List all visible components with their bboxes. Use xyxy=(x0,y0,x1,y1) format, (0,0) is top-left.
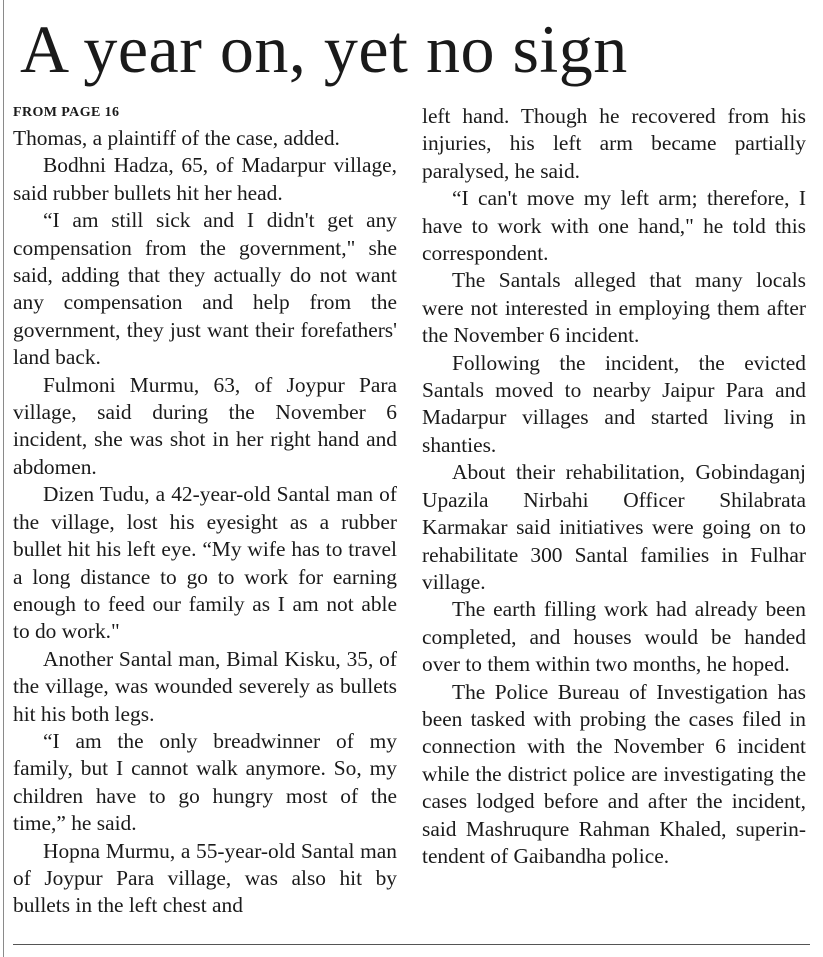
column-left xyxy=(13,103,397,920)
paragraph: Bodhni Hadza, 65, of Madarpur village, said rubber bullets hit her head. xyxy=(13,153,397,205)
paragraph: Fulmoni Murmu, 63, of Joypur Para village, said during the November 6 incident, she was shot in her right hand and abdomen. xyxy=(13,372,397,479)
column-right xyxy=(422,103,806,920)
paragraph: Dizen Tudu, a 42-year-old Santal man of the village, lost his eyesight as a rubber bullet hit his left eye. “My wife has to travel a long distance to go to work for earning enough to feed our family as I am not able to do work." xyxy=(13,482,397,644)
headline: A year on, yet no sign xyxy=(20,11,628,87)
paragraph: “I am the only breadwinner of my family, but I cannot walk anymore. So, my children have to go hungry most of the time,” he said. xyxy=(13,728,397,836)
article-body xyxy=(13,103,806,920)
paragraph: The Police Bureau of Investigation has been tasked with probing the cases filed in connection with the November 6 incident while the district police are investigating the cases lodged before and after the incident, said Mashruqure Rahman Khaled, superintendent of Gaibandha police. xyxy=(422,679,806,868)
paragraph: Thomas, a plaintiff of the case, added. xyxy=(13,126,340,150)
paragraph: The Santals alleged that many locals were not interested in employing them after the November 6 incident. xyxy=(422,268,806,348)
paragraph: Following the incident, the evicted Santals moved to nearby Jaipur Para and Madarpur villages and started living in shanties. xyxy=(422,350,806,457)
bottom-rule xyxy=(13,944,810,945)
page-border xyxy=(3,0,4,957)
paragraph: left hand. Though he recovered from his injuries, his left arm became partially paralysed, he said. xyxy=(422,104,806,183)
paragraph: Another Santal man, Bimal Kisku, 35, of the village, was wounded severely as bullets hit his both legs. xyxy=(13,646,397,726)
paragraph: Hopna Murmu, a 55-year-old Santal man of Joypur Para village, was also hit by bullets in the left chest and xyxy=(13,838,397,918)
continued-from-label: FROM PAGE 16 xyxy=(13,105,120,120)
paragraph: The earth filling work had already been completed, and houses would be handed over to them within two months, he hoped. xyxy=(422,597,806,677)
paragraph: About their rehabilitation, Gobindaganj Upazila Nirbahi Officer Shilabrata Karmakar said initiatives were going on to rehabilitate 300 Santal families in Fulhar village. xyxy=(422,460,806,594)
paragraph: “I can't move my left arm; therefore, I have to work with one hand," he told this correspondent. xyxy=(422,186,806,266)
paragraph: “I am still sick and I didn't get any compensation from the government," she said, adding that they actually do not want any compensation and help from the government, they just want their forefathers' land back. xyxy=(13,208,397,370)
